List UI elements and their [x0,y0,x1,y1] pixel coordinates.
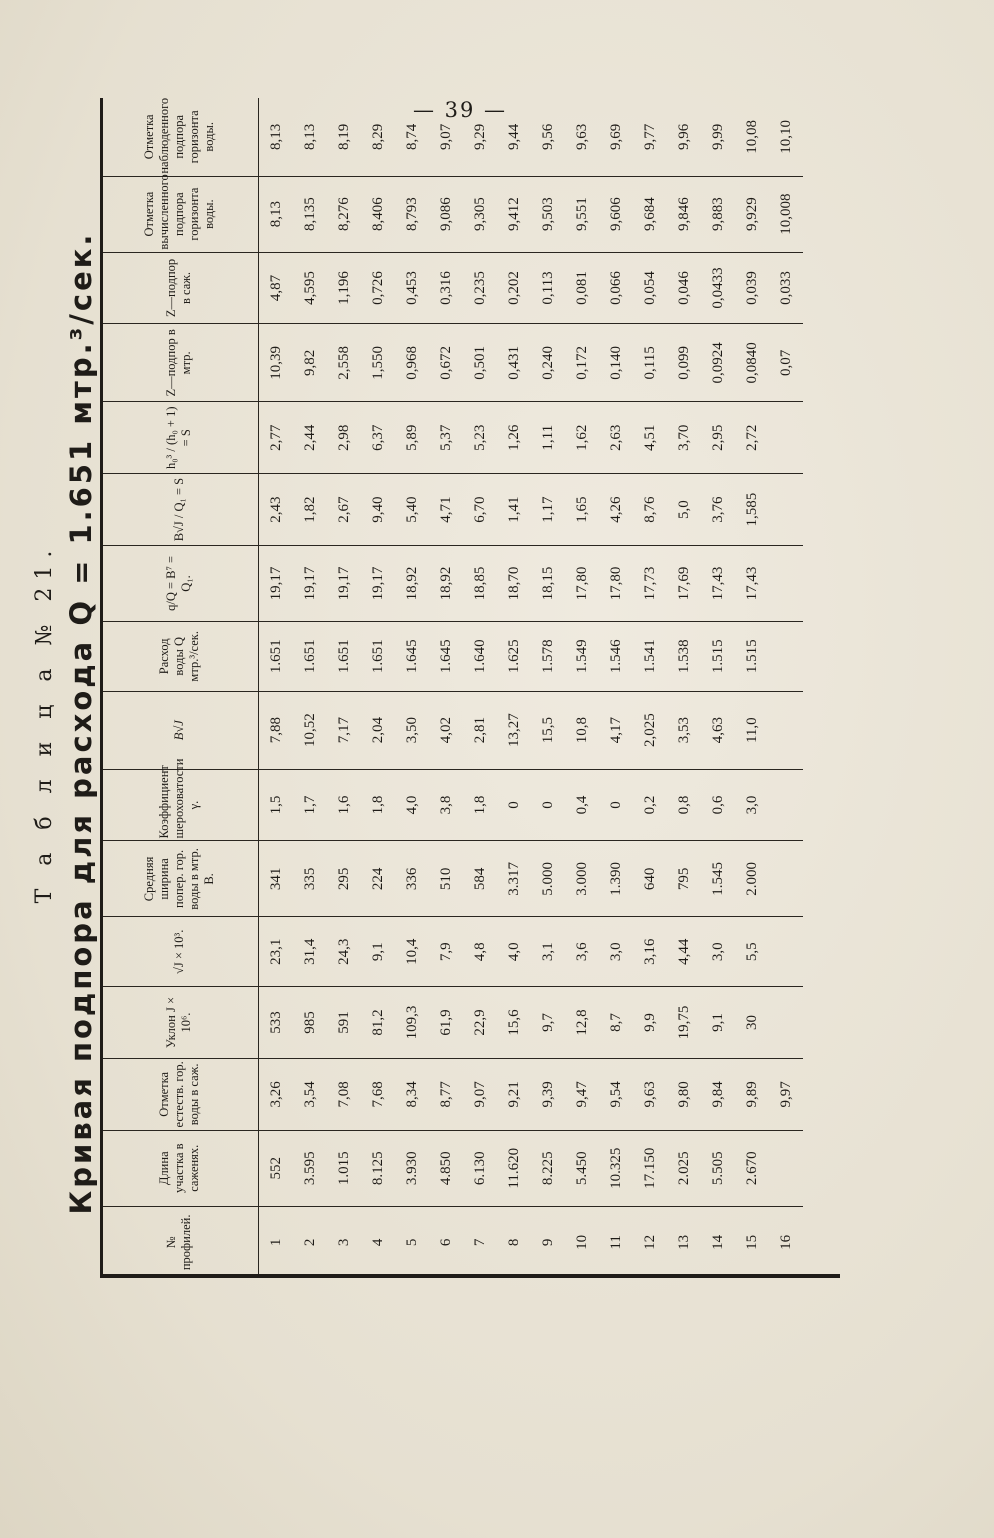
table-cell: 4.850 [429,1130,463,1206]
table-cell: 19,17 [361,545,395,621]
table-cell: 7,88 [259,691,294,769]
table-cell: 533 [259,987,294,1059]
table-cell: 10,10 [777,119,794,154]
table-cell: 15,5 [531,691,565,769]
table-cell: 335 [293,841,327,917]
table-cell: 0,039 [735,252,769,324]
table-cell: 8,7 [599,987,633,1059]
table-cell: 5,89 [395,402,429,474]
table-cell: 17,43 [735,545,769,621]
header-backwater-m: Z—подпор в мтр. [100,324,259,402]
table-cell: 9,89 [735,1058,769,1130]
table-cell: 9,40 [361,474,395,546]
table-frame [100,98,803,1278]
table-cell: 1.651 [327,621,361,691]
table-cell: 8,276 [327,176,361,252]
table-cell: 3,6 [565,917,599,987]
table-cell: 1.546 [599,621,633,691]
table-cell: 1.645 [395,621,429,691]
header-roughness: Коэффициент шероховатости γ. [100,769,259,841]
table-cell: 109,3 [395,987,429,1059]
header-b-sqrt-j: B√J [100,691,259,769]
table-cell: 5,23 [463,402,497,474]
table-cell: 1,7 [293,769,327,841]
header-profile-no: № профилей. [100,1206,259,1278]
table-cell [769,691,803,769]
table-cell: 8.125 [361,1130,395,1206]
table-cell: 7,68 [361,1058,395,1130]
table-cell: 9,39 [531,1058,565,1130]
table-cell: 8.225 [531,1130,565,1206]
table-label: Т а б л и ц а № 21. [32,542,57,904]
table-cell: 4,71 [429,474,463,546]
table-cell: 5 [395,1206,429,1278]
table-cell: 7,08 [327,1058,361,1130]
table-cell: 0,240 [531,324,565,402]
table-cell: 1.515 [701,621,735,691]
table-cell: 8,74 [403,123,420,150]
table-cell [769,917,803,987]
table-cell: 10,8 [565,691,599,769]
table-cell: 2,77 [259,402,294,474]
table-cell: 9,69 [607,123,624,150]
table-cell: 4,02 [429,691,463,769]
table-row [769,98,803,1278]
table-cell: 4,8 [463,917,497,987]
table-cell: 9,77 [641,123,658,150]
table-cell: 7 [463,1206,497,1278]
table-cell: 336 [395,841,429,917]
table-cell: 9,44 [505,123,522,150]
table-cell: 9,412 [497,176,531,252]
table-cell: 1.015 [327,1130,361,1206]
table-cell: 6 [429,1206,463,1278]
table-cell: 15,6 [497,987,531,1059]
table-cell: 1,26 [497,402,531,474]
table-cell: 0,453 [395,252,429,324]
table-cell: 31,4 [293,917,327,987]
table-cell: 8,13 [259,176,294,252]
table-cell: 4,17 [599,691,633,769]
table-cell: 13,27 [497,691,531,769]
table-cell: 224 [361,841,395,917]
table-cell: 0,968 [395,324,429,402]
table-cell: 8,76 [633,474,667,546]
table-cell: 3.595 [293,1130,327,1206]
header-row [100,98,259,1278]
header-natural-level: Отметка естеств. гор. воды в саж. [100,1058,259,1130]
table-cell: 1,550 [361,324,395,402]
table-cell: 3,70 [667,402,701,474]
table-cell: 9,29 [471,123,488,150]
table-cell: 1,8 [361,769,395,841]
table-cell: 30 [735,987,769,1059]
table-cell: 1.541 [633,621,667,691]
table-cell: 8,793 [395,176,429,252]
table-cell: 0,172 [565,324,599,402]
table-row [327,98,361,1278]
table-cell: 17,80 [565,545,599,621]
table-cell: 1,5 [259,769,294,841]
table-cell: 552 [259,1130,294,1206]
table-cell: 640 [633,841,667,917]
table-row [361,98,395,1278]
table-cell: 9,883 [701,176,735,252]
table-cell: 81,2 [361,987,395,1059]
table-cell: 5,37 [429,402,463,474]
header-sqrt-slope: √J × 10³. [100,917,259,987]
table-cell: 4,87 [259,252,294,324]
table-cell: 2,025 [633,691,667,769]
table-cell: 19,17 [259,545,294,621]
table-cell: 584 [463,841,497,917]
table-cell: 1 [259,1206,294,1278]
table-cell: 9,305 [463,176,497,252]
table-cell: 4,0 [497,917,531,987]
table-cell: 2,98 [327,402,361,474]
table-cell: 1.538 [667,621,701,691]
table-cell: 985 [293,987,327,1059]
table-cell: 2 [293,1206,327,1278]
table-cell: 3,1 [531,917,565,987]
table-cell: 5.505 [701,1130,735,1206]
table-cell: 3,26 [259,1058,294,1130]
table-cell: 9,54 [599,1058,633,1130]
table-cell: 11.620 [497,1130,531,1206]
table-cell: 5,5 [735,917,769,987]
table-cell: 17,43 [701,545,735,621]
table-cell: 4 [361,1206,395,1278]
table-cell: 9,086 [429,176,463,252]
table-cell [769,769,803,841]
table-cell: 0,2 [633,769,667,841]
table-cell: 1,196 [327,252,361,324]
table-cell: 17.150 [633,1130,667,1206]
table-cell: 9,56 [539,123,556,150]
table-cell: 10 [565,1206,599,1278]
table-cell [769,621,803,691]
table-cell: 1.651 [361,621,395,691]
table-cell [769,402,803,474]
table-cell: 18,92 [429,545,463,621]
rotated-table-block [32,0,994,1278]
table-row [293,98,327,1278]
table-cell: 4,63 [701,691,735,769]
table-cell: 591 [327,987,361,1059]
table-cell: 19,17 [293,545,327,621]
table-cell: 9 [531,1206,565,1278]
table-cell: 1.651 [293,621,327,691]
table-cell: 18,92 [395,545,429,621]
table-row [497,98,531,1278]
table-cell: 17,69 [667,545,701,621]
table-cell: 0,054 [633,252,667,324]
table-cell: 9,929 [735,176,769,252]
table-cell: 3.317 [497,841,531,917]
table-cell: 1.640 [463,621,497,691]
table-cell: 8,34 [395,1058,429,1130]
table-cell [769,545,803,621]
table-cell: 7,9 [429,917,463,987]
table-cell: 0,115 [633,324,667,402]
table-cell: 2,81 [463,691,497,769]
table-cell: 23,1 [259,917,294,987]
table-cell: 0,140 [599,324,633,402]
table-cell: 61,9 [429,987,463,1059]
frame-top-rule [100,98,103,1278]
table-cell: 1,11 [531,402,565,474]
table-cell: 3 [327,1206,361,1278]
table-row [701,98,735,1278]
table-cell: 1.390 [599,841,633,917]
table-cell: 5,0 [667,474,701,546]
table-cell: 6.130 [463,1130,497,1206]
table-cell: 17,73 [633,545,667,621]
table-cell: 341 [259,841,294,917]
table-cell: 22,9 [463,987,497,1059]
table-cell: 0,501 [463,324,497,402]
table-cell: 0,316 [429,252,463,324]
table-cell: 8,19 [335,123,352,150]
header-observed-level: Отметка наблюденного подпора горизонта воды. [100,98,259,176]
header-slope: Уклон J × 10⁶. [100,987,259,1059]
table-cell: 0,081 [565,252,599,324]
table-cell: 0,0433 [701,252,735,324]
header-discharge: Расход воды Q мтр.³/сек. [100,621,259,691]
header-computed-level: Отметка вычисленного подпора горизонта воды. [100,176,259,252]
table-cell: 11,0 [735,691,769,769]
table-cell: 0,431 [497,324,531,402]
table-cell [769,841,803,917]
table-row [735,98,769,1278]
header-equation-h0: h₀³ / (h₀ + 1) = S [100,402,259,474]
table-cell: 2,72 [735,402,769,474]
table-cell: 1,585 [735,474,769,546]
table-cell: 9,99 [709,123,726,150]
table-cell: 0,046 [667,252,701,324]
table-cell: 0,672 [429,324,463,402]
table-row [531,98,565,1278]
table-row [463,98,497,1278]
table-cell: 3,76 [701,474,735,546]
table-cell: 9,47 [565,1058,599,1130]
table-cell: 1.625 [497,621,531,691]
table-cell: 8 [497,1206,531,1278]
table-cell: 2,44 [293,402,327,474]
table-cell: 1,82 [293,474,327,546]
table-cell: 2,43 [259,474,294,546]
table-cell: 0,4 [565,769,599,841]
table-cell: 0,6 [701,769,735,841]
table-cell: 10,4 [395,917,429,987]
table-cell: 1.651 [259,621,294,691]
table-cell: 4,44 [667,917,701,987]
table-cell: 17,80 [599,545,633,621]
table-cell: 3,50 [395,691,429,769]
table-row [259,98,294,1278]
header-s-value: B√J / Q₁ = S [100,474,259,546]
table-cell: 2.000 [735,841,769,917]
table-cell: 11 [599,1206,633,1278]
table-cell: 9,503 [531,176,565,252]
table-cell: 9,82 [293,324,327,402]
table-cell: 2,04 [361,691,395,769]
table-cell: 13 [667,1206,701,1278]
table-cell: 9,63 [633,1058,667,1130]
table-cell: 10,008 [769,176,803,252]
table-cell: 4,0 [395,769,429,841]
table-cell: 0,113 [531,252,565,324]
table-cell: 510 [429,841,463,917]
table-cell: 10.325 [599,1130,633,1206]
table-cell: 9,9 [633,987,667,1059]
table-cell: 2,95 [701,402,735,474]
table-cell: 4,51 [633,402,667,474]
table-cell: 19,75 [667,987,701,1059]
table-cell: 8,13 [301,123,318,150]
table-cell: 0 [531,769,565,841]
table-cell: 1,41 [497,474,531,546]
table-cell: 3.000 [565,841,599,917]
table-cell: 18,15 [531,545,565,621]
table-cell: 2,67 [327,474,361,546]
table-cell: 3,54 [293,1058,327,1130]
table-cell: 12 [633,1206,667,1278]
table-cell: 10,39 [259,324,294,402]
table-cell: 1.578 [531,621,565,691]
table-cell: 9,63 [573,123,590,150]
table-cell: 1,17 [531,474,565,546]
table-cell: 9,21 [497,1058,531,1130]
table-title: Кривая подпора для расхода Q = 1.651 мтр.³/сек. [64,231,98,1215]
table-cell: 5.450 [565,1130,599,1206]
table-cell: 8,77 [429,1058,463,1130]
table-cell: 2,63 [599,402,633,474]
table-row [429,98,463,1278]
table-row [395,98,429,1278]
table-cell: 5.000 [531,841,565,917]
table-cell: 6,70 [463,474,497,546]
table-cell: 16 [769,1206,803,1278]
table-cell: 1,8 [463,769,497,841]
table-cell: 9,07 [437,123,454,150]
table-cell: 1,65 [565,474,599,546]
page-number: — 39 — [412,98,508,122]
table-cell: 18,70 [497,545,531,621]
table-cell: 0,066 [599,252,633,324]
backwater-table [100,98,803,1278]
header-segment-length: Длина участка в саженях. [100,1130,259,1206]
table-cell: 9,1 [701,987,735,1059]
table-cell: 3,8 [429,769,463,841]
table-cell: 0,202 [497,252,531,324]
table-cell: 9,551 [565,176,599,252]
table-cell: 10,52 [293,691,327,769]
table-cell: 9,07 [463,1058,497,1130]
table-cell: 1.515 [735,621,769,691]
table-cell: 0,099 [667,324,701,402]
table-cell: 12,8 [565,987,599,1059]
table-cell: 0,033 [769,252,803,324]
table-cell: 7,17 [327,691,361,769]
table-cell [769,987,803,1059]
table-cell: 0 [497,769,531,841]
table-cell: 6,37 [361,402,395,474]
table-cell: 8,29 [369,123,386,150]
table-cell: 9,684 [633,176,667,252]
table-cell: 0,0924 [701,324,735,402]
table-cell: 9,96 [675,123,692,150]
table-cell: 0,726 [361,252,395,324]
frame-left-rule [100,1274,840,1278]
table-cell: 3,0 [599,917,633,987]
header-mean-width: Средняя ширина попер. гор. воды в мтр. B. [100,841,259,917]
table-cell: 9,846 [667,176,701,252]
table-cell: 1.645 [429,621,463,691]
table-cell: 8,13 [267,123,284,150]
table-row [667,98,701,1278]
table-cell: 2.670 [735,1130,769,1206]
table-cell: 2,558 [327,324,361,402]
header-backwater-sazh: Z—подпор в саж. [100,252,259,324]
table-cell: 0,8 [667,769,701,841]
table-cell: 1,6 [327,769,361,841]
table-cell: 1,62 [565,402,599,474]
table-cell [769,1130,803,1206]
table-cell: 3,0 [701,917,735,987]
table-cell: 15 [735,1206,769,1278]
table-cell: 3,53 [667,691,701,769]
table-cell: 0 [599,769,633,841]
table-cell [769,474,803,546]
table-cell: 0,235 [463,252,497,324]
table-cell: 295 [327,841,361,917]
table-cell: 9,97 [769,1058,803,1130]
table-row [599,98,633,1278]
table-cell: 3,16 [633,917,667,987]
table-cell: 3.930 [395,1130,429,1206]
table-cell: 4,595 [293,252,327,324]
table-cell: 0,0840 [735,324,769,402]
table-cell: 795 [667,841,701,917]
table-cell: 5,40 [395,474,429,546]
table-cell: 4,26 [599,474,633,546]
table-cell: 0,07 [769,324,803,402]
table-cell: 18,85 [463,545,497,621]
table-cell: 9,80 [667,1058,701,1130]
table-cell: 9,606 [599,176,633,252]
table-cell: 1.549 [565,621,599,691]
table-cell: 8,406 [361,176,395,252]
table-row [565,98,599,1278]
table-cell: 8,135 [293,176,327,252]
table-cell: 3,0 [735,769,769,841]
table-cell: 10,08 [743,119,760,154]
table-cell: 14 [701,1206,735,1278]
table-cell: 1.545 [701,841,735,917]
table-cell: 9,84 [701,1058,735,1130]
table-cell: 9,7 [531,987,565,1059]
table-cell: 2.025 [667,1130,701,1206]
table-cell: 24,3 [327,917,361,987]
table-row [633,98,667,1278]
table-cell: 19,17 [327,545,361,621]
table-cell: 9,1 [361,917,395,987]
header-q-ratio: q/Q = B⁷ = Q₁. [100,545,259,621]
